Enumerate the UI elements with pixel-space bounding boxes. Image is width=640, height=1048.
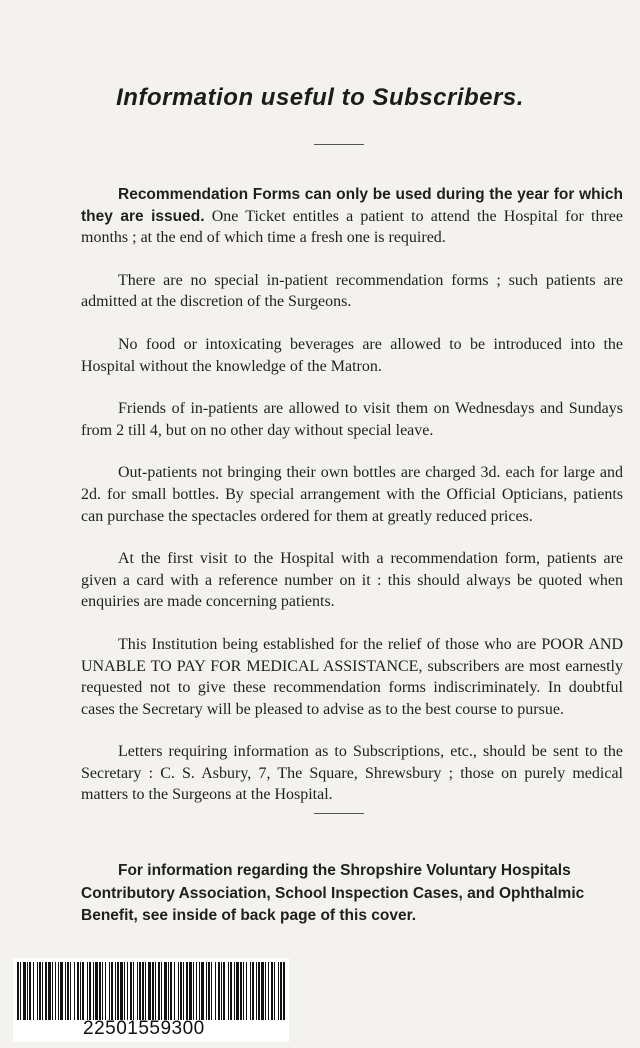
page-title: Information useful to Subscribers.	[116, 84, 524, 111]
paragraph-bold-lead: Recommendation Forms can only be used during the year for which they are issued.	[81, 186, 623, 225]
footer-note-line1: For information regarding the Shropshire Voluntary Hospitals	[118, 862, 571, 879]
paragraph-institution: This Institution being established for the relief of those who are POOR AND UNABLE TO PAY FOR MEDICAL ASSISTANCE, subscribers are most earnestly requested not to give these recommendation forms indiscriminately. In doubtful cases the Secretary will be pleased to advise as to the best course to pursue.	[81, 635, 623, 718]
barcode-bars-icon	[17, 962, 285, 1020]
paragraph-visiting: Friends of in-patients are allowed to visit them on Wednesdays and Sundays from 2 till 4, but on no other day without special leave.	[81, 400, 623, 439]
paragraph-out-patients: Out-patients not bringing their own bottles are charged 3d. each for large and 2d. for small bottles. By special arrangement with the Official Opticians, patients can purchase the spectacles ordered for them at greatly reduced prices.	[81, 464, 623, 525]
divider-bottom	[314, 813, 364, 814]
divider-top	[314, 144, 364, 145]
footer-note	[81, 860, 626, 928]
body-text	[81, 184, 623, 827]
paragraph-rest: One Ticket entitles a patient to attend the Hospital for three months ; at the end of which time a fresh one is required.	[81, 207, 623, 247]
footer-note-rest: Contributory Association, School Inspection Cases, and Ophthalmic Benefit, see inside of back page of this cover.	[81, 884, 585, 924]
paragraph-first-visit: At the first visit to the Hospital with a recommendation form, patients are given a card with a reference number on it : this should always be quoted when enquiries are made concerning patients.	[81, 550, 623, 611]
barcode	[13, 958, 289, 1042]
paragraph-letters: Letters requiring information as to Subscriptions, etc., should be sent to the Secretary : C. S. Asbury, 7, The Square, Shrewsbury ; those on purely medical matters to the Surgeons at the Hospital.	[81, 743, 623, 804]
barcode-number: 22501559300	[83, 1018, 205, 1039]
paragraph-recommendation-forms	[81, 184, 623, 249]
paragraph-food-beverages: No food or intoxicating beverages are allowed to be introduced into the Hospital without the knowledge of the Matron.	[81, 335, 623, 375]
paragraph-in-patient-forms: There are no special in-patient recommendation forms ; such patients are admitted at the discretion of the Surgeons.	[81, 271, 623, 311]
